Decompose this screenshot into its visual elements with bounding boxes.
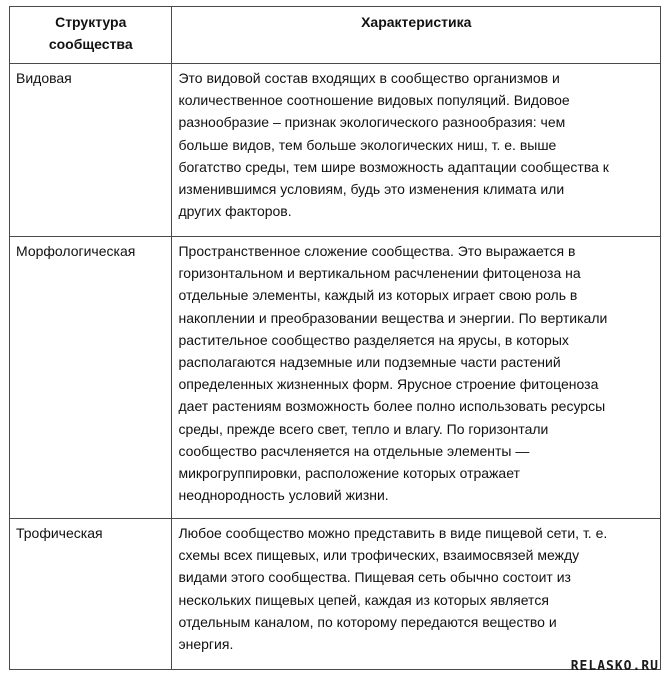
structure-name-cell (10, 519, 172, 670)
characteristic-line: других факторов. (178, 203, 292, 220)
characteristic-line: нескольких пищевых цепей, каждая из которых является (178, 591, 549, 608)
characteristic-line: микрогруппировки, расположение которых отражает (178, 465, 520, 482)
characteristic-line: Любое сообщество можно представить в виде пищевой сети, т. е. (178, 525, 608, 541)
structure-name-cell (10, 237, 172, 519)
characteristic-line: изменившимся условиям, будь это изменения климата или (178, 181, 565, 198)
structure-name: Трофическая (16, 525, 103, 541)
characteristic-cell (172, 519, 661, 670)
characteristic-line: дает растениям возможность более полно использовать ресурсы (178, 398, 606, 415)
characteristic-line: Это видовой состав входящих в сообщество организмов и (178, 70, 560, 86)
characteristic-line: горизонтальном и вертикальном расчленении фитоценоза на (178, 265, 581, 282)
characteristic-cell (172, 237, 661, 519)
header-structure-line-2: сообщества (48, 36, 133, 53)
characteristic-line: растительное сообщество разделяется на ярусы, в которых (178, 331, 569, 348)
characteristic-line: отдельным каналом, по которому передаются вещество и (178, 613, 557, 630)
characteristic-line: накоплении и преобразовании вещества и энергии. По вертикали (178, 309, 608, 326)
characteristic-line: сообщество расчленяется на отдельные элементы — (178, 442, 530, 459)
structure-name-cell (10, 64, 172, 237)
header-characteristic: Характеристика (172, 7, 661, 64)
characteristic-line: располагаются надземные или подземные части растений (178, 354, 561, 371)
header-structure (10, 7, 172, 64)
characteristic-line: неоднородность условий жизни. (178, 487, 389, 504)
structure-table (9, 6, 661, 670)
table-row (10, 237, 661, 519)
characteristic-line: Пространственное сложение сообщества. Это выражается в (178, 243, 576, 259)
characteristic-cell (172, 64, 661, 237)
table-header-row (10, 7, 661, 64)
table-row (10, 519, 661, 670)
characteristic-line: больше видов, тем больше экологических ниш, т. е. выше (178, 136, 557, 153)
characteristic-line: среды, прежде всего свет, тепло и влагу. По горизонтали (178, 420, 549, 437)
header-structure-line-1: Структура (55, 14, 127, 30)
characteristic-line: энергия. (178, 636, 234, 653)
characteristic-line: богатство среды, тем шире возможность адаптации сообщества к (178, 158, 609, 175)
characteristic-line: схемы всех пищевых, или трофических, взаимосвязей между (178, 547, 580, 564)
characteristic-line: видами этого сообщества. Пищевая сеть обычно состоит из (178, 569, 571, 586)
characteristic-line: разнообразие – признак экологического разнообразия: чем (178, 114, 566, 131)
characteristic-line: отдельные элементы, каждый из которых играет свою роль в (178, 287, 578, 304)
structure-name: Видовая (16, 70, 72, 86)
characteristic-line: количественное соотношение видовых популяций. Видовое (178, 92, 570, 109)
structure-name: Морфологическая (16, 243, 136, 259)
characteristic-line: определенных жизненных форм. Ярусное строение фитоценоза (178, 376, 599, 393)
table-row (10, 64, 661, 237)
watermark: RELASKO.RU (570, 659, 659, 674)
